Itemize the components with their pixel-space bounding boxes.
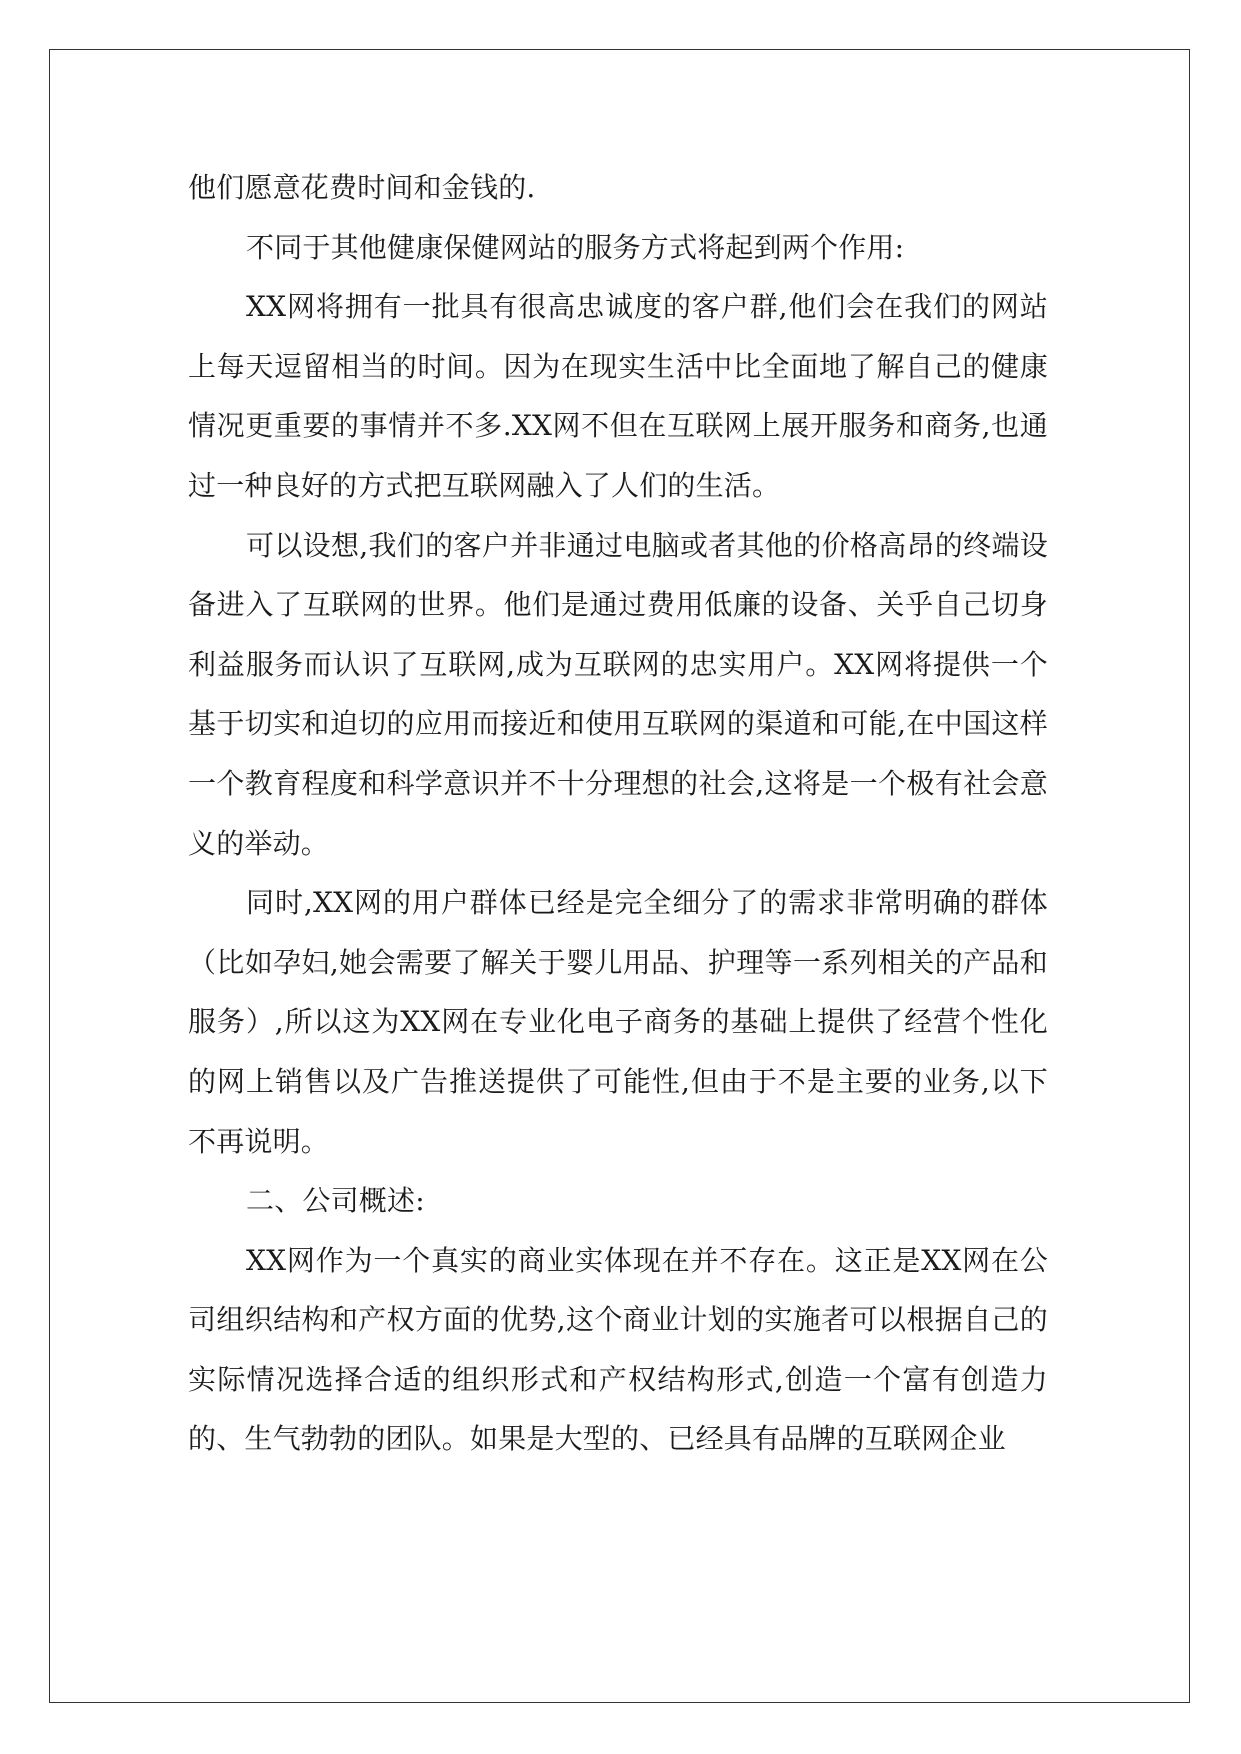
- paragraph-4: 可以设想,我们的客户并非通过电脑或者其他的价格高昂的终端设备进入了互联网的世界。他们是通过费用低廉的设备、关乎自己切身利益服务而认识了互联网,成为互联网的忠实用户。XX网将提供一个基于切实和迫切的应用而接近和使用互联网的渠道和可能,在中国这样一个教育程度和科学意识并不十分理想的社会,这将是一个极有社会意义的举动。: [188, 528, 1048, 860]
- paragraph-6: XX网作为一个真实的商业实体现在并不存在。这正是XX网在公司组织结构和产权方面的优势,这个商业计划的实施者可以根据自己的实际情况选择合适的组织形式和产权结构形式,创造一个富有创造力的、生气勃勃的团队。如果是大型的、已经具有品牌的互联网企业: [188, 1243, 1048, 1456]
- paragraph-2: 不同于其他健康保健网站的服务方式将起到两个作用:: [246, 230, 905, 264]
- paragraph-3: XX网将拥有一批具有很高忠诚度的客户群,他们会在我们的网站上每天逗留相当的时间。因为在现实生活中比全面地了解自己的健康情况更重要的事情并不多.XX网不但在互联网上展开服务和商务,也通过一种良好的方式把互联网融入了人们的生活。: [188, 290, 1048, 502]
- paragraph-1: 他们愿意花费时间和金钱的.: [188, 171, 536, 204]
- document-body: [188, 158, 1048, 1469]
- paragraph-5: 同时,XX网的用户群体已经是完全细分了的需求非常明确的群体（比如孕妇,她会需要了解关于婴儿用品、护理等一系列相关的产品和服务）,所以这为XX网在专业化电子商务的基础上提供了经营个性化的网上销售以及广告推送提供了可能性,但由于不是主要的业务,以下不再说明。: [188, 886, 1048, 1158]
- section-heading: 二、公司概述:: [246, 1184, 425, 1218]
